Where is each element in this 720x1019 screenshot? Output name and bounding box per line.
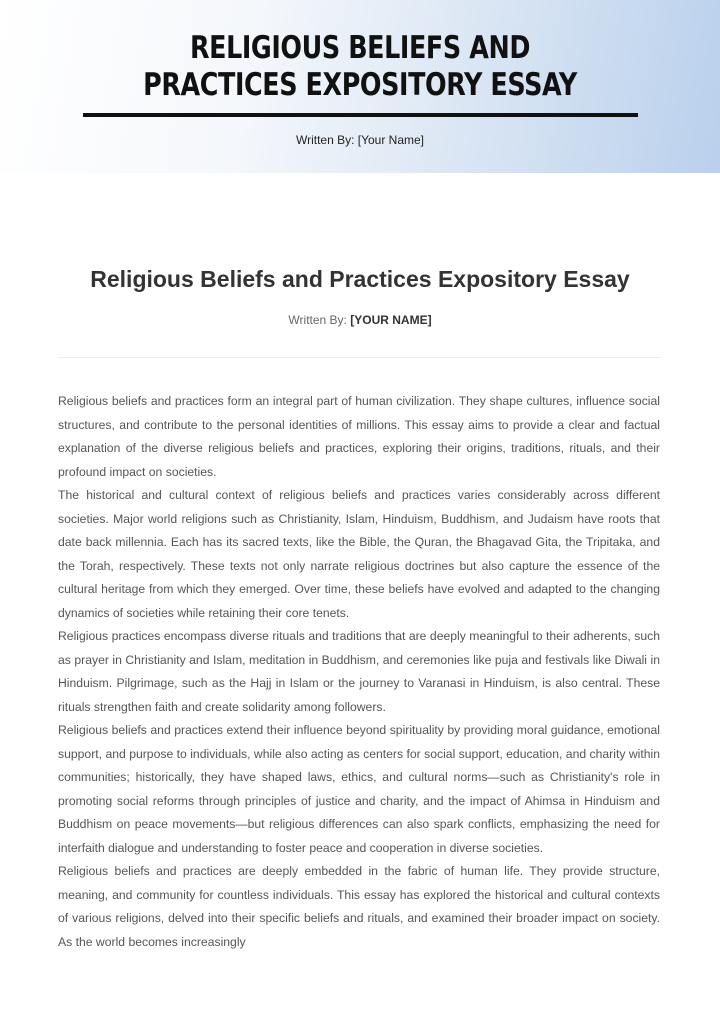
byline-author: [YOUR NAME] xyxy=(350,313,432,327)
banner-title xyxy=(65,30,655,104)
document-title: Religious Beliefs and Practices Expository Essay xyxy=(90,266,630,292)
paragraph-religious-practices: Religious practices encompass diverse rituals and traditions that are deeply meaningful to their adherents, such as prayer in Christianity and Islam, meditation in Buddhism, and ceremonies like puja and festivals like Diwali in Hinduism. Pilgrimage, such as the Hajj in Islam or the journey to Varanasi in Hinduism, is also central. These rituals strengthen faith and create solidarity among followers. xyxy=(58,629,660,714)
paragraph-social-impact: Religious beliefs and practices extend their influence beyond spirituality by providing moral guidance, emotional support, and purpose to individuals, while also acting as centers for social support, education, and charity within communities; historically, they have shaped laws, ethics, and cultural norms—such as Christianity's role in promoting social reforms through principles of justice and charity, and the impact of Ahimsa in Hinduism and Buddhism on peace movements—but religious differences can also spark conflicts, emphasizing the need for interfaith dialogue and understanding to foster peace and cooperation in diverse societies. xyxy=(58,723,660,855)
paragraph-historical-context: The historical and cultural context of religious beliefs and practices varies considerably across different societies. Major world religions such as Christianity, Islam, Hinduism, Buddhism, and Judaism have roots that date back millennia. Each has its sacred texts, like the Bible, the Quran, the Bhagavad Gita, the Tripitaka, and the Torah, respectively. These texts not only narrate religious doctrines but also capture the essence of the cultural heritage from which they emerged. Over time, these beliefs have evolved and adapted to the changing dynamics of societies while retaining their core tenets. xyxy=(58,488,660,620)
section-divider xyxy=(58,357,661,358)
header-banner xyxy=(0,0,720,173)
essay-body xyxy=(58,390,660,954)
banner-title-line-1: RELIGIOUS BELIEFS AND xyxy=(189,30,531,66)
byline-label: Written By: xyxy=(288,313,347,327)
banner-title-line-2: PRACTICES EXPOSITORY ESSAY xyxy=(143,67,577,103)
paragraph-conclusion: Religious beliefs and practices are deeply embedded in the fabric of human life. They provide structure, meaning, and community for countless individuals. This essay has explored the historical and cultural contexts of various religions, delved into their specific beliefs and rituals, and examined their broader impact on society. As the world becomes increasingly xyxy=(58,864,660,949)
banner-byline: Written By: [Your Name] xyxy=(295,133,425,147)
paragraph-introduction: Religious beliefs and practices form an integral part of human civilization. They shape cultures, influence social structures, and contribute to the personal identities of millions. This essay aims to provide a clear and factual explanation of the diverse religious beliefs and practices, exploring their origins, traditions, rituals, and their profound impact on societies. xyxy=(58,394,660,479)
banner-divider xyxy=(83,113,638,117)
document-byline xyxy=(0,313,720,327)
